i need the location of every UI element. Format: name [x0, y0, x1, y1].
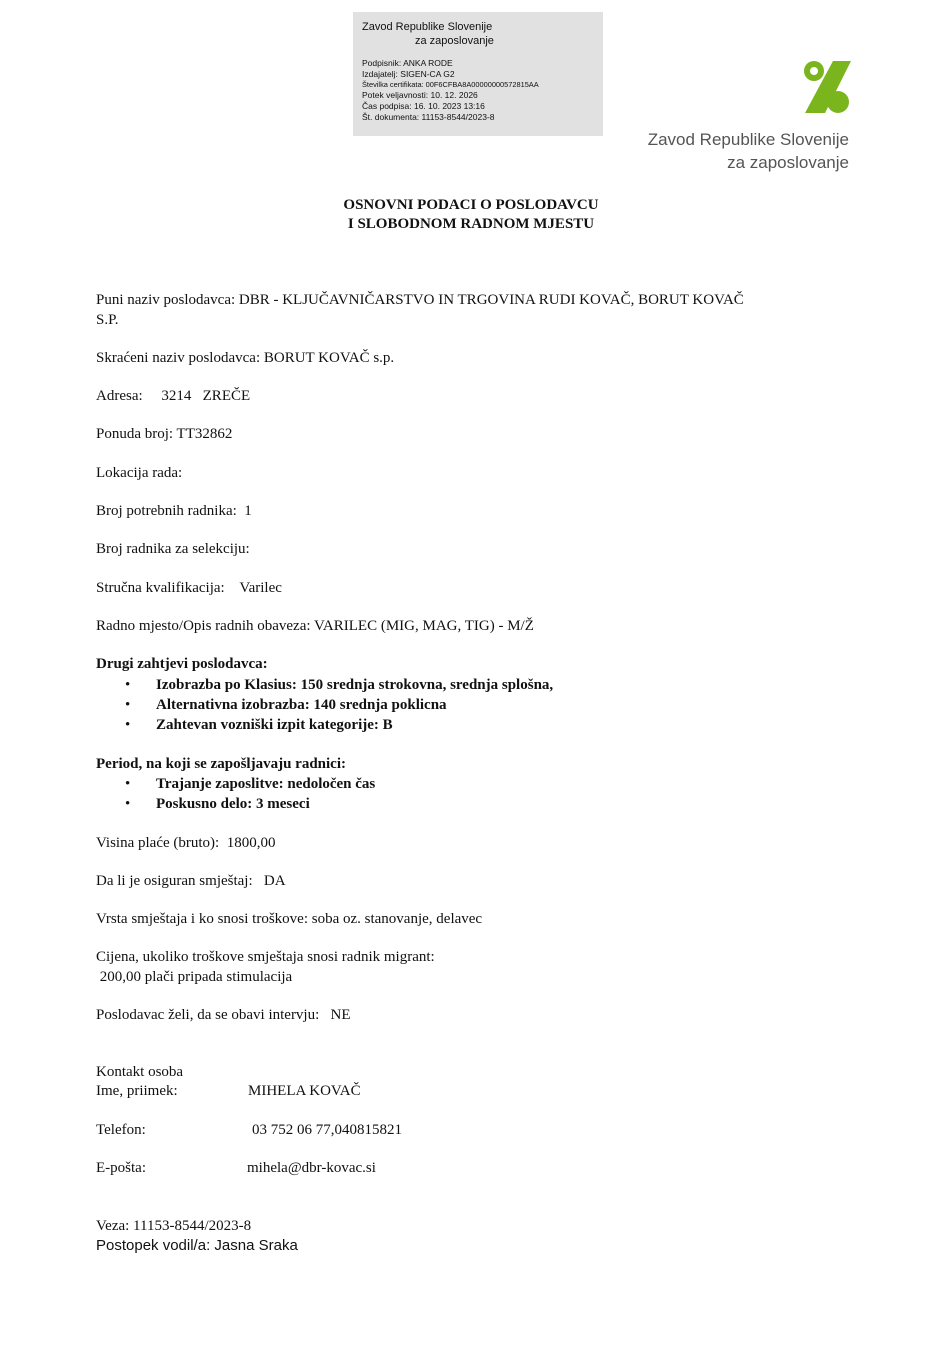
requirement-item: Zahtevan vozniški izpit kategorije: B	[156, 717, 393, 733]
employer-short-name: Skraćeni naziv poslodavca: BORUT KOVAČ s.p.	[96, 350, 395, 366]
housing-cost-value: 200,00 plači pripada stimulacija	[96, 969, 293, 985]
qualification: Stručna kvalifikacija: Varilec	[96, 580, 282, 596]
contact-heading: Kontakt osoba	[96, 1064, 184, 1080]
contact-email-label: E-pošta:	[96, 1160, 146, 1176]
contact-phone-label: Telefon:	[96, 1122, 146, 1138]
brand-name-line1: Zavod Republike Slovenije	[647, 130, 849, 149]
offer-number: Ponuda broj: TT32862	[96, 426, 233, 442]
interview: Poslodavac želi, da se obavi intervju: NE	[96, 1007, 351, 1023]
stamp-cert-number: Številka certifikata: 00F6CFBA8A00000000572815AA	[362, 79, 539, 89]
period-item: Trajanje zaposlitve: nedoločen čas	[156, 776, 376, 792]
requirement-item: Alternativna izobrazba: 140 srednja poklicna	[156, 697, 447, 713]
handled-by: Postopek vodil/a: Jasna Sraka	[96, 1237, 298, 1254]
requirements-heading: Drugi zahtjevi poslodavca:	[96, 656, 268, 672]
bullet-icon	[125, 697, 135, 714]
contact-name-value: MIHELA KOVAČ	[248, 1083, 361, 1099]
period-heading: Period, na koji se zapošljavaju radnici:	[96, 756, 346, 772]
stamp-org-line1: Zavod Republike Slovenije	[362, 21, 493, 33]
housing-provided: Da li je osiguran smještaj: DA	[96, 873, 286, 889]
stamp-org-line2: za zaposlovanje	[415, 35, 494, 47]
workers-needed: Broj potrebnih radnika: 1	[96, 503, 252, 519]
stamp-metadata	[362, 58, 539, 123]
stamp-doc-number: Št. dokumenta: 11153-8544/2023-8	[362, 111, 495, 122]
stamp-signer: Podpisnik: ANKA RODE	[362, 58, 453, 68]
period-item: Poskusno delo: 3 meseci	[156, 796, 310, 812]
bullet-icon	[125, 677, 135, 694]
employer-full-name: Puni naziv poslodavca: DBR - KLJUČAVNIČARSTVO IN TRGOVINA RUDI KOVAČ, BORUT KOVAČ	[96, 292, 744, 308]
job-position: Radno mjesto/Opis radnih obaveza: VARILEC (MIG, MAG, TIG) - M/Ž	[96, 618, 534, 634]
stamp-valid-until: Potek veljavnosti: 10. 12. 2026	[362, 90, 478, 101]
zrsz-logo-icon	[795, 56, 855, 116]
bullet-icon	[125, 717, 135, 734]
bullet-icon	[125, 796, 135, 813]
brand-name-line2: za zaposlovanje	[727, 153, 849, 172]
contact-phone-value: 03 752 06 77,040815821	[252, 1122, 402, 1138]
document-title-line2: I SLOBODNOM RADNOM MJESTU	[347, 216, 595, 232]
housing-cost-label: Cijena, ukoliko troškove smještaja snosi radnik migrant:	[96, 949, 435, 965]
work-location: Lokacija rada:	[96, 465, 183, 481]
document-title-line1: OSNOVNI PODACI O POSLODAVCU	[343, 197, 599, 213]
stamp-signed-at: Čas podpisa: 16. 10. 2023 13:16	[362, 101, 485, 112]
employer-address: Adresa: 3214 ZREČE	[96, 388, 251, 404]
salary: Visina plaće (bruto): 1800,00	[96, 835, 276, 851]
contact-name-label: Ime, priimek:	[96, 1083, 178, 1099]
housing-type: Vrsta smještaja i ko snosi troškove: soba oz. stanovanje, delavec	[96, 911, 483, 927]
workers-for-selection: Broj radnika za selekciju:	[96, 541, 250, 557]
contact-email-value[interactable]: mihela@dbr-kovac.si	[247, 1160, 376, 1176]
bullet-icon	[125, 776, 135, 793]
employer-full-name-cont: S.P.	[96, 312, 119, 328]
reference-number: Veza: 11153-8544/2023-8	[96, 1218, 252, 1234]
requirement-item: Izobrazba po Klasius: 150 srednja strokovna, srednja splošna,	[156, 677, 554, 693]
stamp-issuer: Izdajatelj: SIGEN-CA G2	[362, 68, 455, 79]
signature-stamp	[353, 12, 603, 136]
